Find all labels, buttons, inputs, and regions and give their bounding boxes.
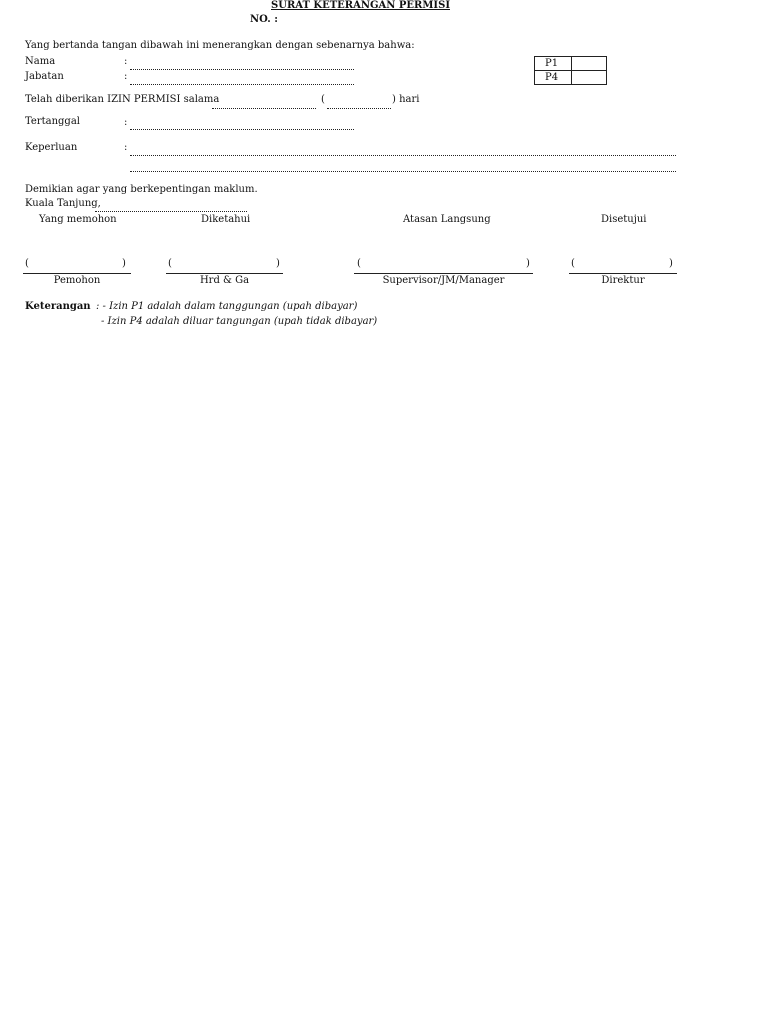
- sig2-paren-open: (: [168, 258, 172, 269]
- sig-role-pemohon: Pemohon: [53, 275, 101, 286]
- hari-text: ) hari: [392, 94, 420, 105]
- permit-row-p4: [535, 71, 607, 85]
- permit-p4-checkbox[interactable]: [572, 71, 607, 85]
- sig-heading-atasan-langsung: Atasan Langsung: [403, 214, 491, 225]
- keperluan-label: Keperluan: [25, 142, 78, 153]
- keperluan-field-line-1[interactable]: [130, 155, 676, 156]
- sig-role-hrd-ga: Hrd & Ga: [199, 275, 250, 286]
- document-number-label: NO. :: [250, 14, 278, 25]
- sig1-paren-open: (: [25, 258, 29, 269]
- jabatan-colon: :: [124, 71, 128, 82]
- tertanggal-label: Tertanggal: [25, 116, 80, 127]
- keperluan-colon: :: [124, 142, 128, 153]
- jabatan-label: Jabatan: [25, 71, 64, 82]
- permit-type-table: [534, 56, 607, 85]
- sig3-paren-open: (: [357, 258, 361, 269]
- sig2-paren-close: ): [276, 258, 280, 269]
- closing-statement: Demikian agar yang berkepentingan maklum.: [25, 184, 258, 195]
- sig1-line[interactable]: [23, 273, 131, 274]
- sig3-line[interactable]: [354, 273, 533, 274]
- duration-paren-open: (: [321, 94, 325, 105]
- izin-duration-field[interactable]: [212, 108, 316, 109]
- sig-role-supervisor: Supervisor/JM/Manager: [382, 275, 505, 286]
- notes-line-1: : - Izin P1 adalah dalam tanggungan (upah dibayar): [96, 301, 358, 312]
- sig-heading-disetujui: Disetujui: [601, 214, 647, 225]
- keperluan-field-line-2[interactable]: [130, 171, 676, 172]
- izin-days-field[interactable]: [327, 108, 391, 109]
- sig1-paren-close: ): [122, 258, 126, 269]
- tertanggal-field[interactable]: [130, 129, 354, 130]
- intro-text: Yang bertanda tangan dibawah ini menerangkan dengan sebenarnya bahwa:: [25, 40, 415, 51]
- permit-p1-label: P1: [535, 57, 572, 71]
- permit-row-p1: [535, 57, 607, 71]
- place-text: Kuala Tanjung,: [25, 198, 101, 209]
- sig4-paren-close: ): [669, 258, 673, 269]
- sig-heading-diketahui: Diketahui: [201, 214, 251, 225]
- sig-heading-yang-memohon: Yang memohon: [39, 214, 117, 225]
- jabatan-field[interactable]: [130, 84, 354, 85]
- document-title: SURAT KETERANGAN PERMISI: [271, 0, 450, 11]
- tertanggal-colon: :: [124, 117, 128, 128]
- nama-colon: :: [124, 56, 128, 67]
- sig3-paren-close: ): [526, 258, 530, 269]
- sig-role-direktur: Direktur: [601, 275, 645, 286]
- notes-label: Keterangan: [25, 301, 91, 312]
- permit-p4-label: P4: [535, 71, 572, 85]
- izin-permisi-text: Telah diberikan IZIN PERMISI salama: [25, 94, 220, 105]
- permit-p1-checkbox[interactable]: [572, 57, 607, 71]
- sig4-line[interactable]: [569, 273, 677, 274]
- notes-line-2: - Izin P4 adalah diluar tangungan (upah tidak dibayar): [101, 316, 378, 327]
- sig2-line[interactable]: [166, 273, 283, 274]
- date-field[interactable]: [95, 211, 247, 212]
- nama-field[interactable]: [130, 69, 354, 70]
- nama-label: Nama: [25, 56, 56, 67]
- sig4-paren-open: (: [571, 258, 575, 269]
